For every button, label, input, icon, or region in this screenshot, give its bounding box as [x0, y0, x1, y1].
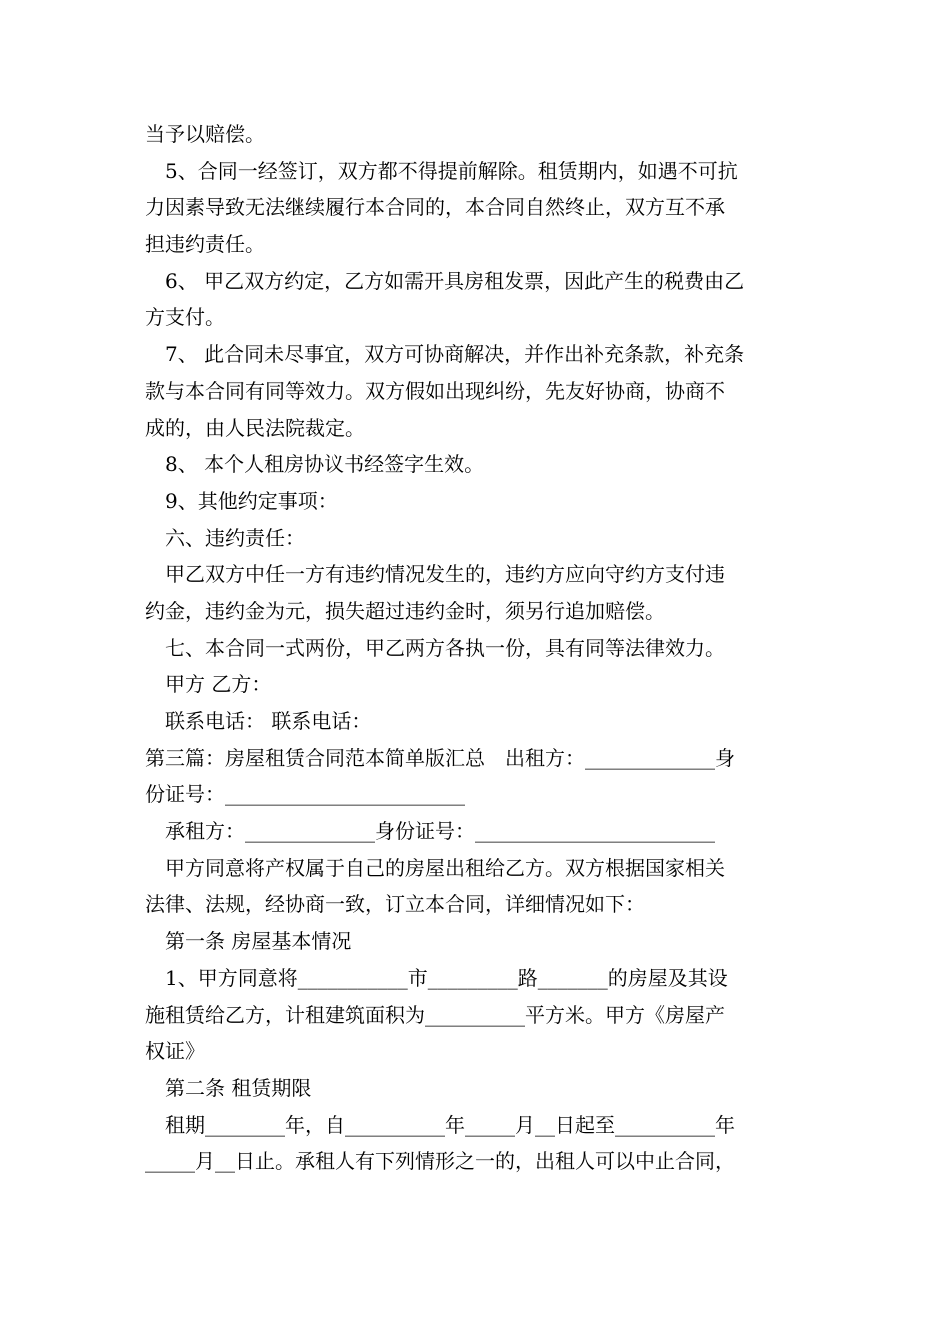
contract-text: [145, 116, 810, 1180]
text-line: 1、甲方同意将___________市_________路_______的房屋及其设: [165, 965, 728, 990]
text-line: 权证》: [145, 1039, 205, 1064]
text-line: 5、合同一经签订，双方都不得提前解除。租赁期内，如遇不可抗: [165, 158, 738, 183]
text-line: 当予以赔偿。: [145, 122, 265, 146]
text-line: 8、 本个人租房协议书经签字生效。: [165, 452, 485, 477]
text-line: 甲方同意将产权属于自己的房屋出租给乙方。双方根据国家相关: [165, 855, 725, 880]
text-line: 七、本合同一式两份，甲乙两方各执一份，具有同等法律效力。: [165, 635, 725, 660]
text-line: 力因素导致无法继续履行本合同的，本合同自然终止，双方互不承: [145, 195, 725, 220]
text-line: _____月__日止。承租人有下列情形之一的，出租人可以中止合同，: [145, 1149, 735, 1174]
text-line: 成的，由人民法院裁定。: [145, 415, 365, 440]
text-line: 法律、法规，经协商一致，订立本合同，详细情况如下：: [145, 892, 645, 917]
text-line: 施租赁给乙方，计租建筑面积为__________平方米。甲方《房屋产: [145, 1002, 725, 1027]
text-line: 第三篇：房屋租赁合同范本简单版汇总 出租方：_____________身: [145, 745, 735, 770]
text-line: 份证号：________________________: [145, 782, 465, 807]
text-line: 联系电话： 联系电话：: [165, 709, 372, 733]
text-line: 租期________年，自__________年_____月__日起至__________年: [165, 1112, 735, 1137]
text-line: 9、其他约定事项：: [165, 488, 338, 513]
text-line: 第一条 房屋基本情况: [165, 929, 352, 954]
text-line: 承租方：_____________身份证号：________________________: [165, 819, 715, 844]
text-line: 六、违约责任：: [165, 525, 305, 550]
text-line: 约金，违约金为元，损失超过违约金时，须另行追加赔偿。: [145, 598, 665, 623]
text-line: 甲乙双方中任一方有违约情况发生的，违约方应向守约方支付违: [165, 562, 725, 587]
text-line: 甲方 乙方：: [165, 672, 272, 697]
text-line: 款与本合同有同等效力。双方假如出现纠纷，先友好协商，协商不: [145, 378, 725, 403]
text-line: 担违约责任。: [145, 232, 265, 257]
text-line: 方支付。: [145, 305, 225, 330]
text-line: 第二条 租赁期限: [165, 1075, 312, 1100]
text-line: 7、 此合同未尽事宜，双方可协商解决，并作出补充条款，补充条: [165, 342, 745, 367]
text-line: 6、 甲乙双方约定，乙方如需开具房租发票，因此产生的税费由乙: [165, 268, 745, 293]
